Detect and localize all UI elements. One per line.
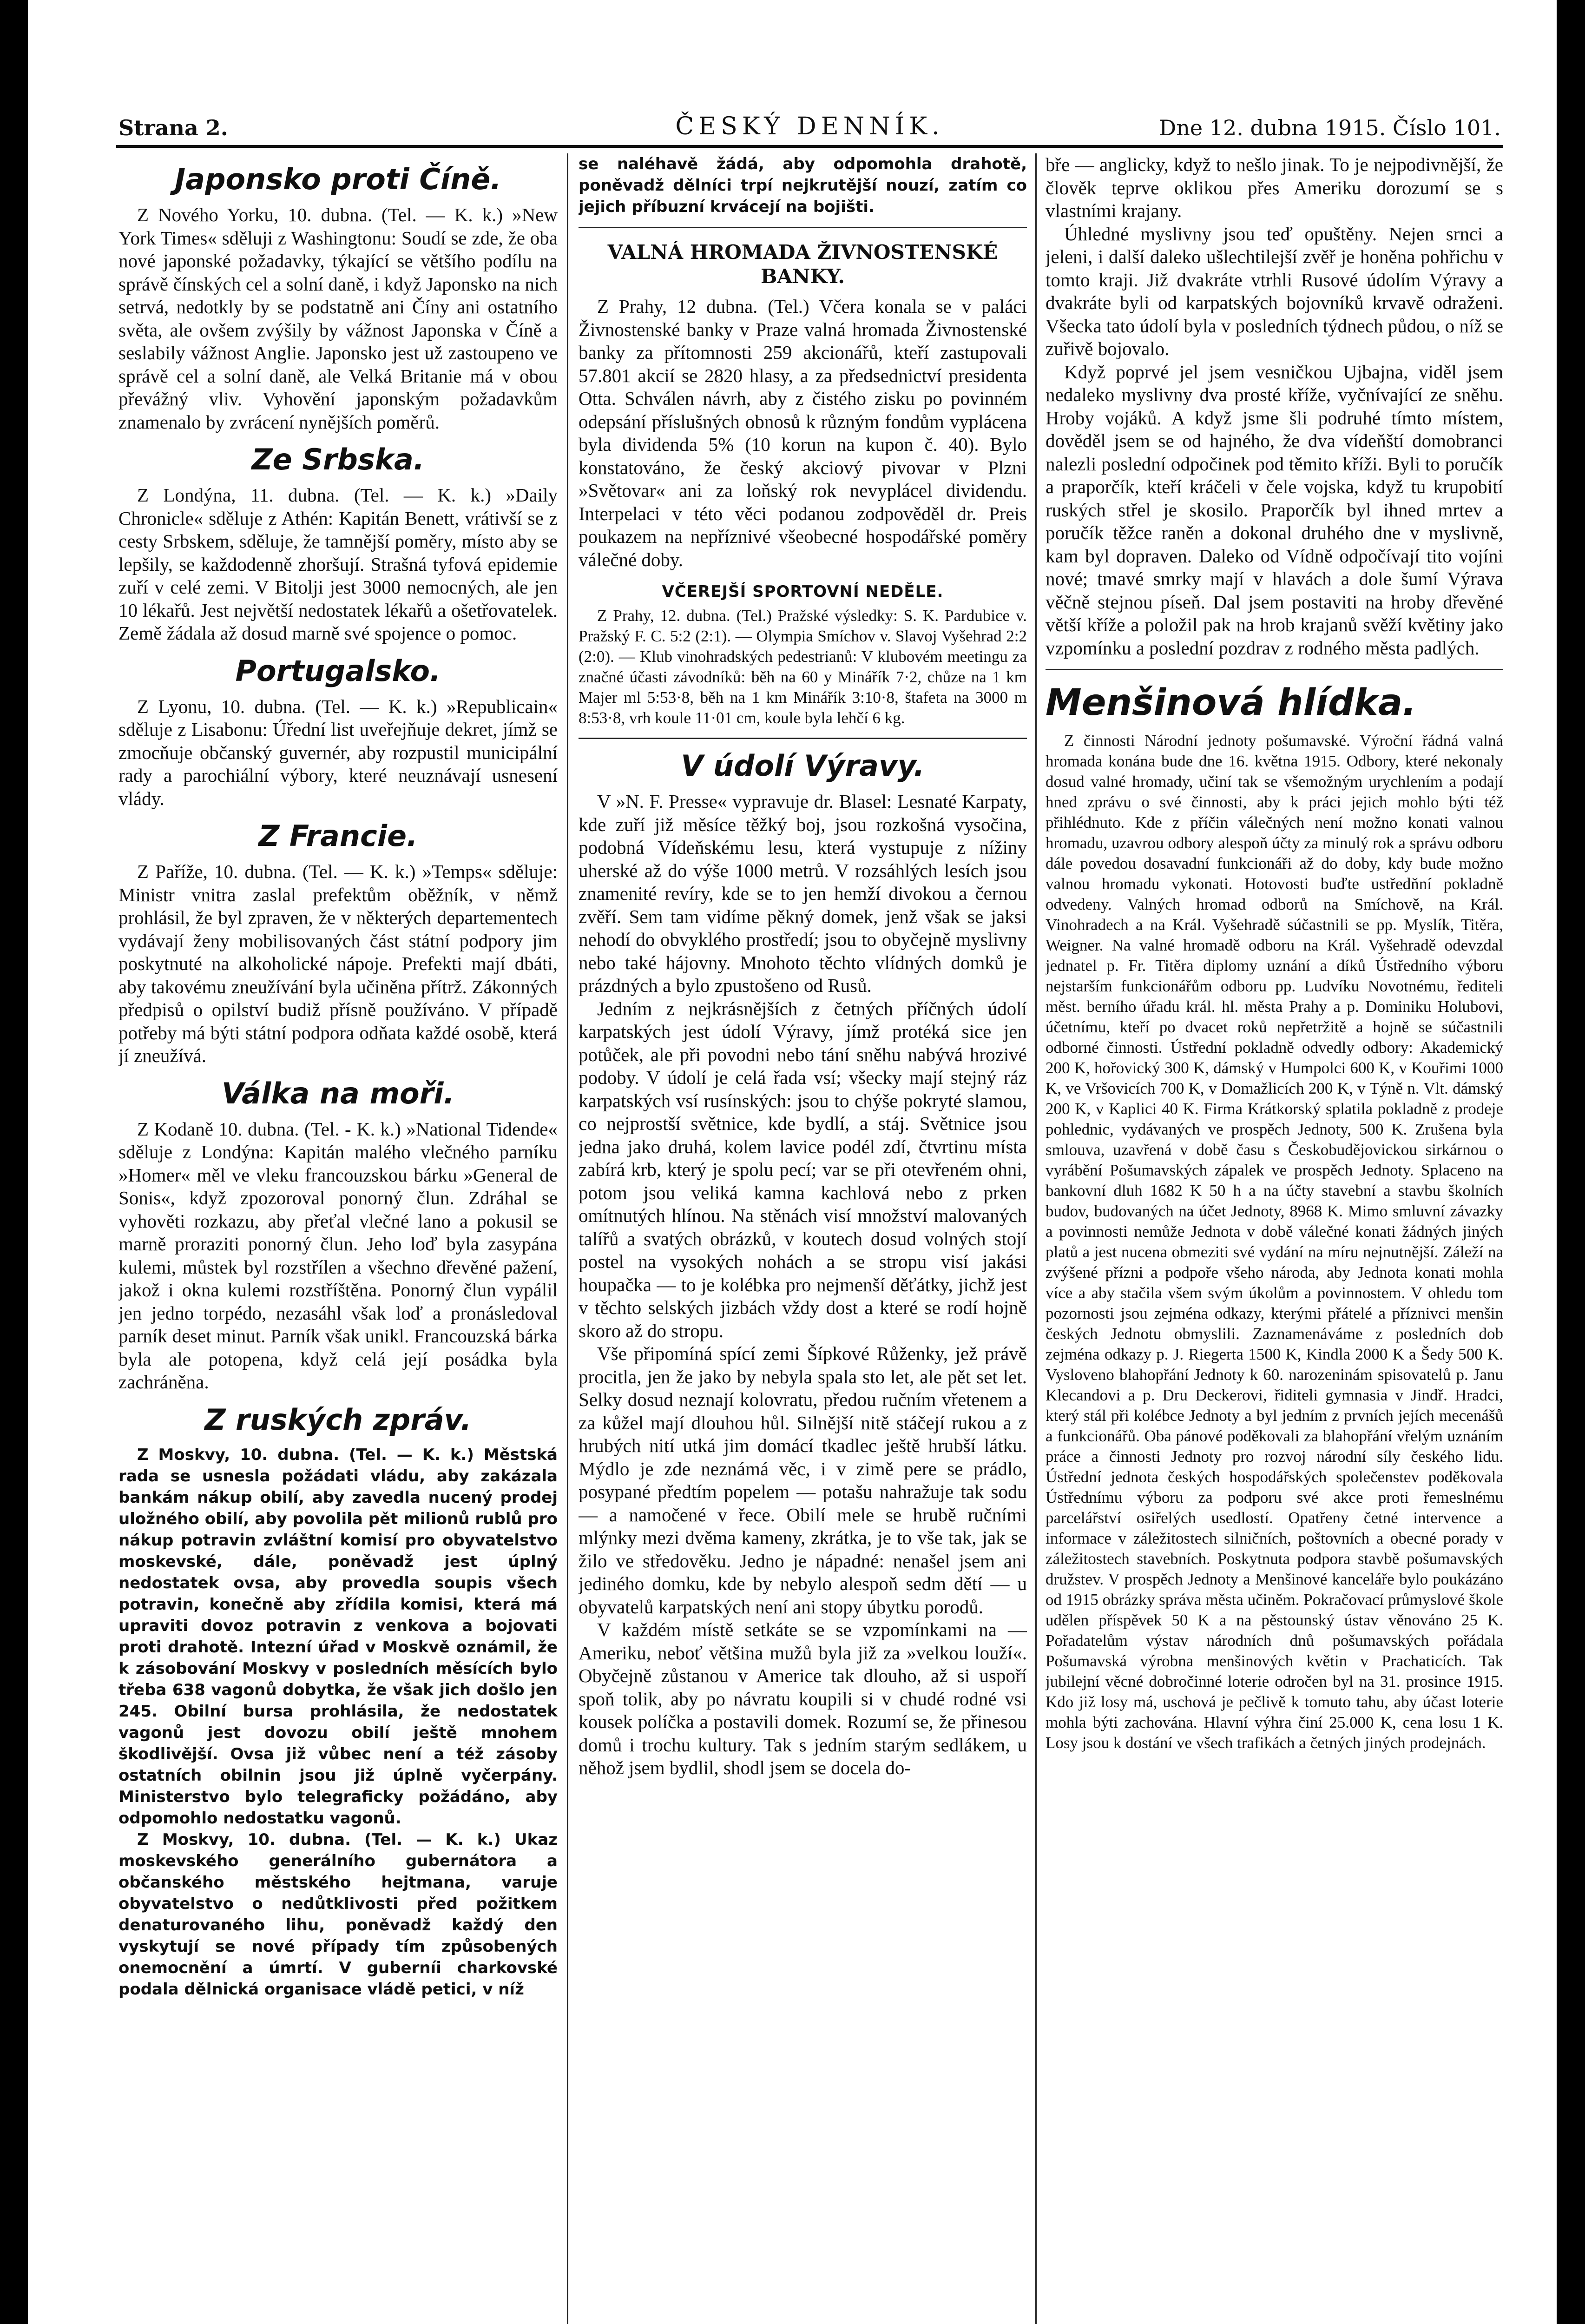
- headline-japonsko: Japonsko proti Číně.: [175, 162, 501, 196]
- article-udoli-6: Když poprvé jel jsem vesničkou Ujbajna, viděl jsem nedaleko myslivny dva prosté kříže, vyčnívající ze sněhu. Hroby vojáků. A když jsme šli podruhé tímto místem, dověděl jsem se od hajného, že dva vídeňští domobranci nalezli poslední odpočinek pod těmito kříži. Byli to poručík a praporčík, kteří kráčeli v čele vojska, když tu krupobití ruských střel je skosilo. Praporčík byl ihned mrtev a poručík těžce raněn a dokonal druhého dne v myslivně, kam byl dopraven. Daleko od Vídně odpočívají tito vojíni nové; tmavé smrky mají v hlavách a dole šumí Výrava věčně stejnou píseň. Dal jsem postaviti na hroby dřevěné větší kříže a položil pak na hrob krajanů svěží květiny jako vzpomínku a poslední pozdrav z rodného města padlých.: [1046, 361, 1503, 659]
- headline-udoli: V údolí Výravy.: [681, 749, 925, 783]
- headline-srbsko: Ze Srbska.: [251, 442, 425, 476]
- separator: [579, 738, 1027, 739]
- column-divider: [567, 153, 568, 2324]
- column-divider: [1035, 153, 1037, 2324]
- article-ruskych-1: Z Moskvy, 10. dubna. (Tel. — K. k.) Městská rada se usnesla požádati vládu, aby zakázala bankám nákup obilí, aby zavedla nucený prodej uložného obilí, aby povolila pět milionů rublů pro nákup potravin zvláštní komisí pro obyvatelstvo moskevské, dále, poněvadž jest úplný nedostatek ovsa, aby provedla soupis všech potravin, konečně aby zřídila komisi, která má upraviti dovoz potravin z venkova a bojovati proti drahotě. Intezní úřad v Moskvě oznámil, že k zásobování Moskvy v posledních měsících bylo třeba 638 vagonů dobytka, že však jich došlo jen 245. Obilní bursa prohlásila, že nedostatek vagonů jest dovozu obilí ještě mnohem škodlivější. Ovsa již vůbec není a též zásoby ostatních obilnin jsou již úplně vyčerpány. Ministerstvo bylo telegraficky požádáno, aby odpomohlo nedostatku vagonů.: [118, 1445, 558, 1828]
- headline-ruskych: Z ruských zpráv.: [204, 1402, 472, 1437]
- separator: [579, 227, 1027, 228]
- article-udoli-continued: bře — anglicky, když to nešlo jinak. To je nejpodivnější, že člověk teprve oklikou přes Ameriku dorozumí se s vlastními krajany.: [1046, 154, 1503, 221]
- article-ruskych-continued: se naléhavě žádá, aby odpomohla drahotě, poněvadž dělníci trpí nejkrutější nouzí, zatím co jejich příbuzní krvácejí na bojišti.: [579, 155, 1027, 216]
- headline-francie: Z Francie.: [258, 819, 418, 853]
- article-sport: Z Prahy, 12. dubna. (Tel.) Pražské výsledky: S. K. Pardubice v. Pražský F. C. 5:2 (2:1). — Olympia Smíchov v. Slavoj Vyšehrad 2:2 (2:0). — Klub vinohradských pedestrianů: V klubovém meetingu za značné účasti závodníků: běh na 60 y Minářík 7·2, chůze na 1 km Majer ml 5:53·8, běh na 1 km Minářík 3:10·8, štafeta na 3000 m 8:53·8, vrh koule 11·01 cm, koule byla lehčí 6 kg.: [579, 607, 1027, 727]
- article-udoli-2: Jedním z nejkrásnějších z četných příčných údolí karpatských jest údolí Výravy, jímž protéká sice jen potůček, ale při povodni nebo tání sněhu nabývá hrozivé podoby. V údolí je celá řada vsí; všecky mají stejný ráz karpatských vsí rusínských: jsou to chýše pokryté slamou, co nejprostší světnice, kde bydlí, a stáj. Světnice jsou jedna jako druhá, kolem lavice podél zdí, čtvrtinu místa zabírá krb, který je spolu pecí; var se při otevřeném ohni, potom jsou veliká kamna kachlová nebo z prken omítnutých hlínou. Na stěnách visí množství malovaných talířů a svatých obrázků, v koutech dosud volných stojí postel na vysokých nohách a se stropu visí jakási houpačka — to je kolébka pro nejmenší děťátky, jichž jest v těchto selských jizbách vždy dost a které se rodí hojně skoro až do stropu.: [579, 997, 1027, 1341]
- article-valna-hromada: Z Prahy, 12 dubna. (Tel.) Včera konala se v paláci Živnostenské banky v Praze valná hromada Živnostenské banky za přítomnosti 259 akcionářů, kteří zastupovali 57.801 akcií se 2820 hlasy, a za předsednictví presidenta Otta. Schválen návrh, aby z čistého zisku po povinném odepsání příslušných obnosů k různým fondům vyplácena byla dividenda 5% (10 korun na kupon č. 40). Bylo konstatováno, že český akciový pivovar v Plzni »Světovar« ani za loňský rok nevyplácel dividendu. Interpelaci v této věci podanou zodpověděl dr. Preis poukazem na nepříznivé všeobecné hospodářské poměry válečné doby.: [579, 296, 1027, 570]
- headline-valna-hromada: VALNÁ HROMADA ŽIVNOSTENSKÉ BANKY.: [607, 241, 998, 288]
- issue-date: Dne 12. dubna 1915. Číslo 101.: [1159, 115, 1501, 140]
- header-rule: [116, 145, 1503, 148]
- newspaper-page: [28, 0, 1557, 2324]
- page-header: [118, 111, 1501, 148]
- column-2: [579, 153, 1027, 2324]
- page-number: Strana 2.: [118, 115, 228, 140]
- headline-mensinova-hlidka: Menšinová hlídka.: [1046, 682, 1416, 724]
- article-francie: Z Paříže, 10. dubna. (Tel. — K. k.) »Temps« sděluje: Ministr vnitra zaslal prefektům oběžník, v němž prohlásil, že byl zpraven, že v některých departementech vydávají ženy mobilisovaných část státní podpory jim poskytnuté na alkoholické nápoje. Prefekti mají dbáti, aby takovému zneužívání byla učiněna přítrž. Zákonných předpisů o opilství budiž přísně používáno. V případě potřeby má býti státní podpora odňata každé osobě, která jí zneužívá.: [118, 861, 558, 1066]
- article-srbsko: Z Londýna, 11. dubna. (Tel. — K. k.) »Daily Chronicle« sděluje z Athén: Kapitán Benett, vrátivší se z cesty Srbskem, sděluje, že tamnější poměry, místo aby se lepšily, se každodenně zhoršují. Strašná tyfová epidemie zuří v celé zemi. V Bitolji jest 3000 nemocných, ale jen 10 lékařů. Jest největší nedostatek lékařů a ošetřovatelek. Země žádala až dosud marně své spojence o pomoc.: [118, 484, 558, 644]
- separator: [1046, 669, 1503, 670]
- article-udoli-1: V »N. F. Presse« vypravuje dr. Blasel: Lesnaté Karpaty, kde zuří již měsíce těžký boj, jsou rozkošná vysočina, podobná Vídeňskému lesu, která vystupuje z nížiny uherské až do výše 1000 metrů. V rozsáhlých lesích jsou znamenité revíry, kde se to jen hemží divokou a černou zvěří. Sem tam vidíme pěkný domek, jenž však se jaksi nehodí do obvyklého prostředí; jsou to obyčejně myslivny nebo také hájovny. Mnohoto těchto vlídných domků je prázdných a bylo zpustošeno od Rusů.: [579, 791, 1027, 996]
- headline-valka: Válka na moři.: [221, 1076, 455, 1110]
- article-udoli-4: V každém místě setkáte se se vzpomínkami na — Ameriku, neboť většina mužů byla již za »velkou louží«. Obyčejně zůstanou v Americe tak dlouho, až si uspoří spoň tolik, aby po návratu koupili si v chudé rodné vsi kousek políčka a postavili domek. Rozumí se, že přinesou domů i trochu kultury. Tak s jedním starým sedlákem, u něhož jsem bydlil, shodl jsem se docela do-: [579, 1619, 1027, 1778]
- article-japonsko: Z Nového Yorku, 10. dubna. (Tel. — K. k.) »New York Times« sděluji z Washingtonu: Soudí se zde, že oba nové japonské požadavky, týkající se většího podílu na správě čínských cel a solní daně, i když Japonsko na nich setrvá, nedotkly by se podstatně ani Číny ani ostatního světa, ale ovšem zvýšily by vážnost Japonska v Číně a seslabily vážnost Anglie. Japonsko jest už zastoupeno ve správě cel a solní daně, ale Velká Britanie má v obou převážný vliv. Vyhovění japonským požadavkům znamenalo by zvrácení nynějších poměrů.: [118, 204, 558, 433]
- headline-portugalsko: Portugalsko.: [235, 654, 441, 688]
- article-ruskych-2: Z Moskvy, 10. dubna. (Tel. — K. k.) Ukaz moskevského generálního gubernátora a občanského městského hejtmana, varuje obyvatelstvo o nedůtklivosti před požitkem denaturovaného lihu, poněvadž každý den vyskytují se nové případy tím způsobených onemocnění a úmrtí. V guberníi charkovské podala dělnická organisace vládě petici, v níž: [118, 1830, 558, 1999]
- article-mensinova-hlidka: Z činnosti Národní jednoty pošumavské. Výroční řádná valná hromada konána bude dne 16. května 1915. Odbory, které nekonaly dosud valné hromady, učiní tak se všemožným urychlením a podají hned zprávu o své činnosti, aby k práci jejich mohlo býti též přihlédnuto. Kde z příčin válečných není možno konati valnou hromadu, uzavrou odbory alespoň účty za minulý rok a správu odboru dále povedou dosavadní funkcionáři až do doby, kdy bude možno valnou hromadu vykonati. Hotovosti buďte ustředňní pokladně odvedeny. Valných hromad odborů na Smíchově, na Král. Vinohradech a na Král. Vyšehradě súčastnili se pp. Myslík, Titěra, Weigner. Na valné hromadě odboru na Král. Vyšehradě odevzdal jednatel p. Fr. Titěra diplomy uznání a díků Ústředního výboru nejstarším funkcionářům odboru pp. Ludvíku Novotnému, řediteli měst. berního úřadu král. hl. města Prahy a p. Dominiku Holubovi, účetnímu, kteří po dvacet roků nepřetržitě a hojně se súčastnili odborné činnosti. Ústřední pokladně odvedly odbory: Akademický 200 K, hořovický 300 K, dámský v Humpolci 600 K, v Kouřimi 1000 K, ve Vršovicích 700 K, v Domažlicích 200 K, v Týně n. Vlt. dámský 200 K, v Kaplici 40 K. Firma Krátkorský splatila pokladně z prodeje pohlednic, vydávaných ve prospěch Jednoty, 500 K. Zrušena byla smlouva, uzavřená v době času s Českobudějovickou sirkárnou o vyrábění Pošumavských zápalek ve prospěch Jednoty. Splaceno na bankovní dluh 1682 K 50 h a na účty stavební a stavbu školních budov, budovaných na účet Jednoty, 8968 K. Mimo smluvní závazky a povinnosti nemůže Jednota v době válečné konati žádných jiných platů a jest nucena obmeziti své vydání na míru nejnutnější. Záleží na zvýšené přízni a podpoře všeho národa, aby Jednota konati mohla více a aby stačila všem svým úkolům a povinnostem. V ohledu tom pozornosti jsou zejména odkazy, kterými přátelé a příznivci menšin českých Jednotu obmyslili. Zaznamenáváme z posledních dob zejména odkazy p. J. Riegerta 1500 K, Kindla 2000 K a Šedy 500 K. Vysloveno blahopřání Jednoty k 60. narozeninám spisovatelů p. Janu Klecandovi a p. Dru Deckerovi, řiditeli gymnasia v Jindř. Hradci, který stál při kolébce Jednoty a byl jedním z prvních jejích mecenášů a funkcionářů. Oba pánové poděkovali za blahopřání vřelým uznáním práce a činnosti Jednoty pro rozvoj národní síly českého lidu. Ústřední jednota českých hospodářských společenstev poděkovala Ústřednímu výboru za podporu své akce proti řemeslnému parcelářství osiřelých usedlostí. Opatřeny četné intervence a informace v záležitostech silničních, poštovních a obecné porady v záležitostech stavebních. Poskytnuta podpora stavbě pošumavských družstev. V prospěch Jednoty a Menšinové kanceláře bylo poukázáno od 1915 obrázky správa města učiněm. Pokračovací průmyslové škole udělen příspěvek 50 K a na pěstounský ústav věnováno 25 K. Pořadatelům výstav národních dnů pošumavských pořádala Pošumavská výrobna menšinových květin v Prachaticích. Tak jubilejní věcné dobročinné loterie odročen byl na 31. prosince 1915. Kdo již losy má, uschová je pečlivě k tomuto tahu, aby účast loterie mohla býti zachována. Hlavní výhra činí 25.000 K, cena losu 1 K. Losy jsou k dostání ve všech trafikách a četných jiných prodejnách.: [1046, 732, 1503, 1752]
- article-portugalsko: Z Lyonu, 10. dubna. (Tel. — K. k.) »Republicain« sděluje z Lisabonu: Úřední list uveřejňuje dekret, jímž se zmocňuje občanský guvernér, aby rozpustil municipální rady a parochiální výbory, které neuznávají usnesení vlády.: [118, 695, 558, 809]
- headline-sport: VČEREJŠÍ SPORTOVNÍ NEDĚLE.: [662, 582, 944, 601]
- article-valka: Z Kodaně 10. dubna. (Tel. - K. k.) »National Tidende« sděluje z Londýna: Kapitán malého vlečného parníku »Homer« měl ve vleku francouzskou bárku »General de Sonis«, když zpozoroval ponorný člun. Zdráhal se vyhověti rozkazu, aby přeťal vlečné lano a pokusil se marně proraziti ponorný člun. Jeho loď byla zasypána kulemi, můstek byl rozstřílen a všechno dřevěné pažení, jakož i okna kulemi rozstříštěna. Ponorný člun vypálil jen jedno torpédo, nezasáhl však loď a pronásledoval parník deset minut. Parník však unikl. Francouzská bárka byla ale potopena, když celá její posádka byla zachráněna.: [118, 1118, 558, 1393]
- article-udoli-3: Vše připomíná spící zemi Šípkové Růženky, jež právě procitla, jen že jako by nebyla spala sto let, ale pět set let. Selky dosud neznají kolovratu, předou ručním vřetenem a za kůžel mají dlouhou hůl. Silnější nitě stáčejí rukou a z hrubých nití utká jim domácí tkadlec ještě hrubší látku. Mýdlo je zde neznámá věc, i v zimě pere se prádlo, posypané předtím popelem — potašu nahražuje tak sodu — a namočené v řece. Obilí mele se hrubě ručními mlýnky mezi dvěma kameny, zkrátka, je to vše tak, jak se žilo ve středověku. Jedno je nápadné: nenašel jsem ani jediného domku, kde by nebylo alespoň sedm dětí — u obyvatelů karpatských není ani stopy úbytku porodů.: [579, 1343, 1027, 1618]
- column-3: [1046, 153, 1503, 2324]
- article-udoli-5: Úhledné myslivny jsou teď opuštěny. Nejen srnci a jeleni, i další daleko ušlechtilejší zvěř je honěna pohřichu v tomto kraji. Již dvakráte vtrhli Rusové údolím Výravy a dvakráte byli od karpatských bojovníků krvavě odraženi. Všecka tato údolí byla v posledních týdnech půdou, o níž se zuřivě bojovalo.: [1046, 223, 1503, 359]
- column-1: [118, 153, 558, 2324]
- newspaper-title: ČESKÝ DENNÍK.: [675, 112, 944, 140]
